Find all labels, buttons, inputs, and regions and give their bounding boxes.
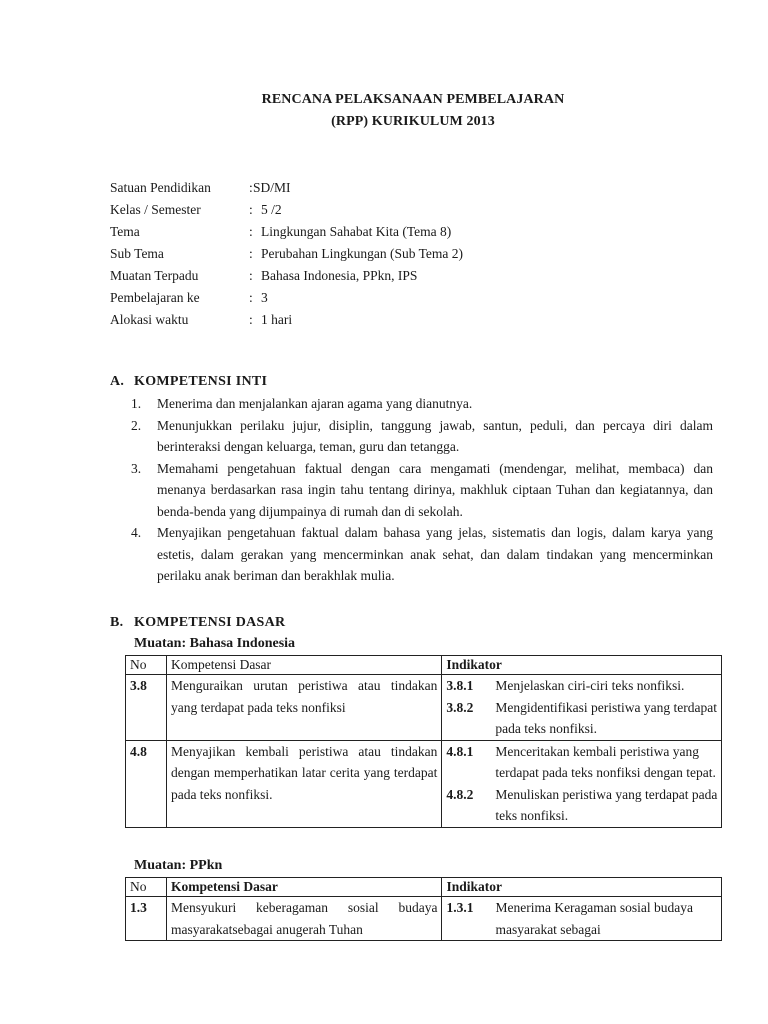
identity-label: Tema <box>110 224 140 239</box>
list-item <box>131 415 713 458</box>
indicator-text: Menerima Keragaman sosial budaya masyarakat sebagai <box>495 900 694 937</box>
column-header: No <box>126 656 167 675</box>
muatan-heading: Muatan: Bahasa Indonesia <box>134 636 296 651</box>
section-letter: A. <box>110 374 125 389</box>
indicator-code: 1.3.1 <box>446 900 474 915</box>
table-header-row <box>126 878 722 897</box>
table-cell: 3.8 <box>126 675 167 741</box>
identity-separator: : <box>249 246 253 261</box>
table-row <box>126 675 722 741</box>
indicator-item <box>442 675 721 697</box>
column-header: Kompetensi Dasar <box>166 656 441 675</box>
column-header: Kompetensi Dasar <box>166 878 442 897</box>
table-cell: 1.3 <box>126 897 167 941</box>
identity-separator: : <box>249 268 253 283</box>
table-cell: Mensyukuri keberagaman sosial budaya masyarakatsebagai anugerah Tuhan <box>166 897 442 941</box>
section-a-heading <box>110 371 267 393</box>
list-item-number: 3. <box>131 460 142 476</box>
indicator-code: 3.8.1 <box>446 678 474 693</box>
kompetensi-inti-list <box>131 393 713 587</box>
identity-value: 5 /2 <box>261 202 282 217</box>
column-header: Indikator <box>442 656 722 675</box>
list-item-text: Menyajikan pengetahuan faktual dalam bahasa yang jelas, sistematis dan logis, dalam karya yang estetis, dalam gerakan yang mencerminkan anak sehat, dan dalam tindakan yang mencerminkan perilaku anak beriman dan berakhlak mulia. <box>157 525 713 583</box>
identity-value: 3 <box>261 290 268 305</box>
indicator-item <box>442 784 721 827</box>
indicator-text: Menceritakan kembali peristiwa yang terdapat pada teks nonfiksi dengan tepat. <box>495 743 716 780</box>
indicator-item <box>442 741 721 784</box>
identity-row <box>110 221 463 243</box>
list-item-text: Menerima dan menjalankan ajaran agama yang dianutnya. <box>157 396 473 411</box>
identity-value: Bahasa Indonesia, PPkn, IPS <box>261 268 418 283</box>
table-row <box>126 897 722 941</box>
section-title: KOMPETENSI INTI <box>134 374 268 389</box>
list-item <box>131 458 713 523</box>
indicator-item <box>442 697 721 740</box>
section-letter: B. <box>110 615 124 630</box>
identity-label: Muatan Terpadu <box>110 268 199 283</box>
list-item-number: 1. <box>131 396 142 411</box>
indicator-code: 4.8.2 <box>446 786 474 802</box>
table-cell: Menguraikan urutan peristiwa atau tindakan yang terdapat pada teks nonfiksi <box>166 675 441 741</box>
indicator-item <box>442 897 721 940</box>
indicator-code: 3.8.2 <box>446 699 474 715</box>
table-cell <box>442 740 722 827</box>
list-item-number: 2. <box>131 417 142 433</box>
identity-separator: : <box>249 202 253 217</box>
document-subtitle: (RPP) KURIKULUM 2013 <box>331 114 495 129</box>
indicator-text: Mengidentifikasi peristiwa yang terdapat pada teks nonfiksi. <box>495 699 717 736</box>
list-item-number: 4. <box>131 525 142 540</box>
identity-label: Sub Tema <box>110 246 164 261</box>
kompetensi-dasar-table <box>125 655 722 828</box>
table-row <box>126 740 722 827</box>
list-item <box>131 393 713 415</box>
identity-label: Alokasi waktu <box>110 312 189 327</box>
identity-value: Lingkungan Sahabat Kita (Tema 8) <box>261 224 452 239</box>
kompetensi-dasar-table <box>125 877 722 941</box>
column-header: No <box>126 878 167 897</box>
identity-label: Satuan Pendidikan <box>110 180 211 195</box>
identity-value: 1 hari <box>261 312 293 327</box>
column-header: Indikator <box>442 878 722 897</box>
table-cell: 4.8 <box>126 740 167 827</box>
muatan-heading: Muatan: PPkn <box>134 858 223 873</box>
document-title: RENCANA PELAKSANAAN PEMBELAJARAN <box>261 92 565 107</box>
list-item-text: Memahami pengetahuan faktual dengan cara mengamati (mendengar, melihat, membaca) dan menanya berdasarkan rasa ingin tahu tentang dirinya, makhluk ciptaan Tuhan dan kegiatannya, dan benda-benda yang dijumpainya di rumah dan di sekolah. <box>157 460 713 519</box>
indicator-text: Menuliskan peristiwa yang terdapat pada teks nonfiksi. <box>495 786 718 823</box>
table-cell <box>442 675 722 741</box>
identity-separator: : <box>249 312 253 327</box>
identity-label: Kelas / Semester <box>110 202 201 217</box>
table-cell <box>442 897 722 941</box>
table-cell: Menyajikan kembali peristiwa atau tindakan dengan memperhatikan latar cerita yang terdapat pada teks nonfiksi. <box>166 740 441 827</box>
identity-row <box>110 265 463 287</box>
identity-row <box>110 287 463 309</box>
identity-label: Pembelajaran ke <box>110 290 200 305</box>
table-header-row <box>126 656 722 675</box>
identity-separator: : <box>249 224 253 239</box>
identity-row <box>110 243 463 265</box>
identity-value: SD/MI <box>253 180 291 195</box>
section-b-heading <box>110 612 285 634</box>
identity-block <box>110 177 463 331</box>
indicator-text: Menjelaskan ciri-ciri teks nonfiksi. <box>495 678 685 693</box>
identity-separator: : <box>249 290 253 305</box>
identity-row <box>110 177 463 199</box>
indicator-code: 4.8.1 <box>446 743 474 759</box>
list-item-text: Menunjukkan perilaku jujur, disiplin, tanggung jawab, santun, peduli, dan percaya diri dalam berinteraksi dengan keluarga, teman, guru dan tetangga. <box>157 417 713 454</box>
section-title: KOMPETENSI DASAR <box>134 615 286 630</box>
identity-row <box>110 309 463 331</box>
identity-row <box>110 199 463 221</box>
list-item <box>131 522 713 587</box>
identity-value: Perubahan Lingkungan (Sub Tema 2) <box>261 246 464 261</box>
identity-separator: : <box>249 180 253 195</box>
